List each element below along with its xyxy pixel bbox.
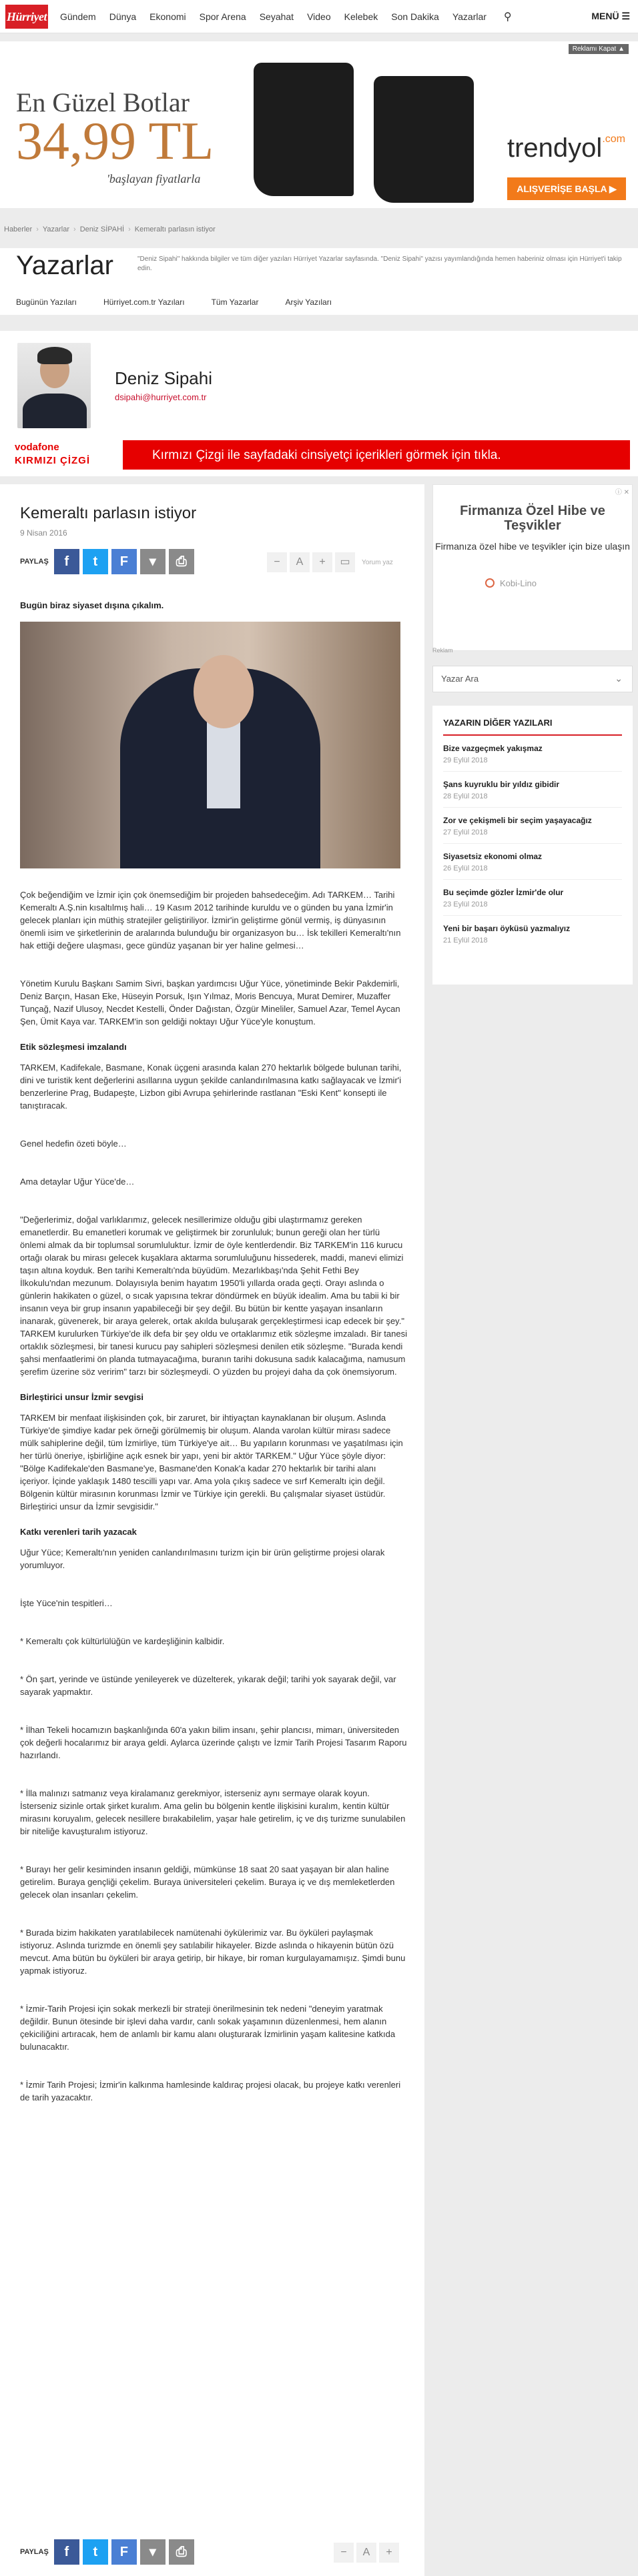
boot-image <box>374 76 474 203</box>
breadcrumb-item[interactable]: Yazarlar <box>42 225 70 233</box>
paragraph: TARKEM, Kadifekale, Basmane, Konak üçgeni arasında kalan 270 hektarlık bölgede bulunan tarihi, dini ve turistik kent değerlerini asıllarına uygun şekilde canlandırılmasına katkı sağlayacak ve İzmir'i benzerlerine Prag, Budapeşte, Lizbon gibi Avrupa şehirlerinde rastlanan "Eski Kent" konsepti ile tanıştıracak. <box>20 1063 402 1111</box>
paragraph: * Kemeraltı çok kültürlülüğün ve kardeşliğinin kalbidir. <box>20 1636 225 1646</box>
paragraph: * Ön şart, yerinde ve üstünde yenileyerek ve düzelterek, yıkarak değil; tarihi yok sayarak değil, var sayarak yapmaktır. <box>20 1674 396 1697</box>
vodafone-banner[interactable] <box>9 440 630 470</box>
post-title[interactable]: Şans kuyruklu bir yıldız gibidir <box>443 780 560 789</box>
paragraph: Yönetim Kurulu Başkanı Samim Sivri, başkan yardımcısı Uğur Yüce, yönetiminde Bekir Pakdemirli, Deniz Barçın, Hasan Eke, Hüseyin Porsuk, Işın Yılmaz, Moris Bencuya, Murat Demirer, Muzaffer Tunçağ, Nazif Ulusoy, Necdet Kestelli, Önder Dağıstan, Özgür Mineliler, Samuel Azar, Temel Aycan Şen, Ümit Kaya var. TARKEM'in son geldiği noktayı Uğur Yüce'yle konuştum. <box>20 979 400 1027</box>
article <box>0 484 424 2576</box>
post-date: 29 Eylül 2018 <box>443 756 488 764</box>
facebook-share-button[interactable]: f <box>54 2539 79 2565</box>
comment-icon[interactable]: ▭ <box>335 552 355 572</box>
subheading: Katkı verenleri tarih yazacak <box>20 1527 137 1537</box>
ad-banner[interactable] <box>0 41 638 208</box>
share-bar-bottom <box>20 2539 198 2565</box>
paragraph: * İlhan Tekeli hocamızın başkanlığında 60'a yakın bilim insanı, şehir plancısı, mimarı, üniversiteden çok değerli hocalarımız bir araya geldi. Aylarca üzerinde çalıştı ve İzmir Tarih Projesi Tasarım Raporu hazırlandı. <box>20 1725 407 1760</box>
nav-item-video[interactable]: Video <box>307 11 331 22</box>
article-body <box>20 888 407 2116</box>
nav-item-ekonomi[interactable]: Ekonomi <box>149 11 186 22</box>
top-navigation <box>0 0 638 33</box>
ad-label: Reklam <box>432 647 453 654</box>
font-size-icon: A <box>290 552 310 572</box>
flipboard-share-button[interactable]: F <box>111 549 137 574</box>
post-date: 28 Eylül 2018 <box>443 792 488 800</box>
tab-arsiv-yazilari[interactable]: Arşiv Yazıları <box>285 297 332 307</box>
list-item[interactable] <box>443 736 622 772</box>
font-size-icon: A <box>356 2543 376 2563</box>
sidebar-ad-title: Firmanıza Özel Hibe ve Teşvikler <box>460 504 605 533</box>
photo-person-shirt <box>207 722 240 808</box>
author-photo[interactable] <box>17 343 91 428</box>
share-label: PAYLAŞ <box>20 558 49 566</box>
list-item[interactable] <box>443 772 622 808</box>
sidebar-ad[interactable] <box>432 484 633 651</box>
article-photo <box>20 622 400 868</box>
breadcrumb <box>4 225 220 233</box>
nav-item-son-dakika[interactable]: Son Dakika <box>391 11 439 22</box>
ad-brand <box>507 133 625 163</box>
author-photo-suit <box>23 394 87 428</box>
ad-brand-suffix: .com <box>602 133 625 145</box>
breadcrumb-item: Kemeraltı parlasın istiyor <box>134 225 216 233</box>
paragraph: İşte Yüce'nin tespitleri… <box>20 1598 113 1608</box>
paragraph: Ama detaylar Uğur Yüce'de… <box>20 1177 135 1187</box>
list-item[interactable] <box>443 916 622 951</box>
section-description: "Deniz Sipahi" hakkında bilgiler ve tüm diğer yazıları Hürriyet Yazarlar sayfasında. "Deniz Sipahi" yazısı yayımlandığında hemen haberiniz olması için Hürriyet'i takip edin. <box>137 255 622 272</box>
article-date: 9 Nisan 2016 <box>20 528 67 538</box>
paragraph: * İzmir-Tarih Projesi için sokak merkezli bir strateji önerilmesinin tek nedeni "deneyim yaratmak değildir. Bunun ötesinde bir işlevi daha vardır, canlı sokak yaşamının düzenlenmesi, hem alanın çekiciliğini artıracak, hem de anlamlı bir kamu alanı oluşturarak İzmirlinin yaşam kalitesine katkıda bulunacaktır. <box>20 2004 396 2052</box>
boot-image <box>254 63 354 196</box>
sidebar-ad-description: Firmanıza özel hibe ve teşvikler için bize ulaşın <box>435 541 630 552</box>
post-date: 21 Eylül 2018 <box>443 936 488 944</box>
increase-font-button[interactable]: + <box>379 2543 399 2563</box>
flipboard-share-button[interactable]: F <box>111 2539 137 2565</box>
paragraph: "Değerlerimiz, doğal varlıklarımız, gelecek nesillerimize olduğu gibi ulaştırmamız gereken emanetlerdir. Bu emanetleri korumak ve geliştirmek bir zorunluluk; bunun gereği olan her türlü önlemi almak da bir toplumsal sorumluluktur. İzmir de öyle kentlerdendir. Biz TARKEM'in 116 kurucu ortağı olarak bu mirası gelecek kuşaklara aktarma sorumluluğunu hissederek, maddi, manevi elimizi taşın altına koyduk. Ben tarihi Kemeraltı'nda büyüdüm. Mezarlıkbaşı'nda Şehit Fethi Bey İlkokulu'ndan mezunum. Dolayısıyla benim hayatım 1950'li yıllarda orada geçti. Orayı aslında o günlerin hakikaten o güzel, o sıcak yapısına tekrar döndürmek en büyük idealim. Ama bu tabii ki bir insanın veya bir grup insanın yapabileceği bir şey değil. Bu bütün bir kentte yaşayan insanların inanarak, güvenerek, bir araya gelerek, ortak akılda buluşarak gerçekleştirmesi icap edecek bir şey." TARKEM kurulurken Türkiye'de ilk defa bir şey oldu ve ortaklarımız etik sözleşme imzaladı. Bir tanesi ortaklık sözleşmesi, bir tanesi kurucu pay sahipleri sözleşmesi denilen etik sözleşme. "Burada kendi şahsi menfaatlerimi ön planda tutmayacağıma, buranın tarihi dokusuna sadık kalacağıma, namusum şerefim üzerine söz veririm" tarzı bir sözleşmeydi. O yüzden bu projeyi daha da çok önemsiyorum. <box>20 1215 407 1377</box>
subheading: Birleştirici unsur İzmir sevgisi <box>20 1392 143 1402</box>
ad-brand-name: trendyol <box>507 133 603 163</box>
chevron-down-icon: ⌄ <box>615 673 623 684</box>
paragraph: * İlla malınızı satmanız veya kiralamanız gerekmiyor, isterseniz aynı sermaye olarak koyun. İsterseniz sizinle ortak şirket kuralım. Ama gelin bu bölgenin kentle ilişkisini kuralım, kentin kültür mirasını koruyalım, gelecek nesillere bırakabilelim, yaşar hale getirelim, iç ve dış turizme sunulabilen bir niteliğe kavuşturalım istiyoruz. <box>20 1788 406 1836</box>
nav-items <box>60 11 500 22</box>
print-icon[interactable]: ▾ <box>140 2539 166 2565</box>
ad-title: En Güzel Botlar <box>16 87 190 117</box>
print-button[interactable]: ⎙ <box>169 549 194 574</box>
author-email[interactable]: dsipahi@hurriyet.com.tr <box>115 392 207 402</box>
text-tools <box>267 552 393 572</box>
share-label: PAYLAŞ <box>20 2548 49 2556</box>
nav-item-gundem[interactable]: Gündem <box>60 11 96 22</box>
text-tools-bottom <box>334 2543 402 2563</box>
comment-label[interactable]: Yorum yaz <box>362 558 393 566</box>
ad-cta-button[interactable]: ALIŞVERİŞE BAŞLA ▶ <box>507 177 626 200</box>
author-name[interactable]: Deniz Sipahi <box>115 368 212 388</box>
post-title[interactable]: Bize vazgeçmek yakışmaz <box>443 744 543 753</box>
paragraph: * Burada bizim hakikaten yaratılabilecek namütenahi öykülerimiz var. Bu öyküleri paylaşmak istiyoruz. Aslında turizmde en önemli şey satılabilir hikayeler. Bizde aslında o hikayenin bütün özü mevcut. Ama bütün bu öyküleri bir araya getirip, bir hikaye, bir roman kurgulayamamışız. Şimdi bunu yapmak istiyoruz. <box>20 1928 406 1976</box>
post-date: 23 Eylül 2018 <box>443 900 488 908</box>
post-title[interactable]: Yeni bir başarı öyküsü yazmalıyız <box>443 924 571 933</box>
print-button[interactable]: ⎙ <box>169 2539 194 2565</box>
paragraph: * İzmir Tarih Projesi; İzmir'in kalkınma hamlesinde kaldıraç projesi olacak, bu projeye katkı verenleri de tarih yazacaktır. <box>20 2080 401 2102</box>
list-item[interactable] <box>443 808 622 844</box>
author-photo-hair <box>37 347 72 364</box>
menu-button[interactable]: MENÜ ☰ <box>591 11 630 21</box>
author-search-select[interactable] <box>432 666 633 692</box>
paragraph: Genel hedefin özeti böyle… <box>20 1139 127 1149</box>
nav-item-dunya[interactable]: Dünya <box>109 11 137 22</box>
author-box <box>0 331 638 476</box>
other-posts-title: YAZARIN DİĞER YAZILARI <box>443 718 622 736</box>
author-search-label: Yazar Ara <box>441 674 479 684</box>
list-item[interactable] <box>443 844 622 880</box>
list-item[interactable] <box>443 880 622 916</box>
ad-price: 34,99 TL <box>16 112 214 171</box>
ad-info-icon[interactable]: ⓘ ✕ <box>615 489 629 496</box>
vodafone-text: Kırmızı Çizgi ile sayfadaki cinsiyetçi içerikleri görmek için tıkla. <box>152 448 501 462</box>
breadcrumb-separator: › <box>36 225 39 233</box>
nav-item-spor-arena[interactable]: Spor Arena <box>199 11 246 22</box>
tab-bugunun-yazilari[interactable]: Bugünün Yazıları <box>16 297 77 307</box>
paragraph: TARKEM bir menfaat ilişkisinden çok, bir zaruret, bir ihtiyaçtan kaynaklanan bir oluşum. Aslında Türkiye'de şimdiye kadar pek örneği görülmemiş bir oluşum. Alanda varolan kültür mirası sadece mülk sahiplerine değil, tüm İzmirliye, tüm Türkiye'ye ait… Bu yapıların korunması ve yaşatılması için her türlü öneriye, işbirliğine açık esnek bir yapı, yeni bir aktör TARKEM." Uğur Yüce şöyle diyor: "Bölge Kadifekale'den Basmane'ye, Basmane'den Konak'a kadar 270 hektarlık bir tarihi alanı içeriyor. İçinde yaklaşık 1480 tescilli yapı var. Ama yola çıkış sadece ve sırf Kemeraltı için değil. Bölgenin kültür mirasının korunması İzmir ve Türkiye için gerekli. Bu çalışmalar siyaset üstüdür. Birleştirici unsur da İzmir sevgisidir." <box>20 1413 403 1511</box>
facebook-share-button[interactable]: f <box>54 549 79 574</box>
breadcrumb-item[interactable]: Deniz SİPAHİ <box>79 225 125 233</box>
subheading: Etik sözleşmesi imzalandı <box>20 1042 127 1052</box>
advertiser-icon <box>485 578 495 588</box>
twitter-share-button[interactable]: t <box>83 549 108 574</box>
post-title[interactable]: Zor ve çekişmeli bir seçim yaşayacağız <box>443 816 592 825</box>
increase-font-button[interactable]: + <box>312 552 332 572</box>
paragraph: Uğur Yüce; Kemeraltı'nın yeniden canlandırılmasını turizm için bir ürün geliştirme projesi olarak yorumluyor. <box>20 1547 385 1570</box>
post-title[interactable]: Siyasetsiz ekonomi olmaz <box>443 852 543 861</box>
vodafone-logo-bottom: KIRMIZI ÇİZGİ <box>15 455 90 466</box>
breadcrumb-separator: › <box>73 225 76 233</box>
vodafone-logo-top: vodafone <box>15 442 59 453</box>
photo-person-face <box>194 655 254 728</box>
print-icon[interactable]: ▾ <box>140 549 166 574</box>
hurriyet-logo[interactable]: Hürriyet <box>5 5 48 29</box>
nav-item-yazarlar[interactable]: Yazarlar <box>452 11 487 22</box>
share-bar <box>20 548 198 575</box>
breadcrumb-item[interactable]: Haberler <box>4 225 33 233</box>
article-title: Kemeraltı parlasın istiyor <box>20 504 197 522</box>
tab-tum-yazarlar[interactable]: Tüm Yazarlar <box>211 297 259 307</box>
other-posts <box>432 706 633 985</box>
nav-item-kelebek[interactable]: Kelebek <box>344 11 378 22</box>
decrease-font-button[interactable]: − <box>267 552 287 572</box>
paragraph: * Burayı her gelir kesiminden insanın geldiği, mümkünse 18 saat 20 saat yaşayan bir alan haline getirelim. Buraya gençliği çekelim. Buraya üniversiteleri çekelim. Buraya iç ve dış memleketlerden gelecek olan insanları çekelim. <box>20 1864 395 1900</box>
post-title[interactable]: Bu seçimde gözler İzmir'de olur <box>443 888 564 897</box>
vodafone-logo <box>9 440 123 470</box>
post-date: 27 Eylül 2018 <box>443 828 488 836</box>
yazarlar-tabs <box>16 297 358 307</box>
ad-close-button[interactable]: Reklamı Kapat ▲ <box>569 44 629 54</box>
article-lead: Bugün biraz siyaset dışına çıkalım. <box>20 600 164 610</box>
breadcrumb-separator: › <box>128 225 131 233</box>
decrease-font-button[interactable]: − <box>334 2543 354 2563</box>
ad-subtitle: 'başlayan fiyatlarla <box>107 172 201 185</box>
nav-item-seyahat[interactable]: Seyahat <box>259 11 294 22</box>
paragraph: Çok beğendiğim ve İzmir için çok önemsediğim bir projeden bahsedeceğim. Adı TARKEM… Tarihi Kemeraltı A.Ş.nin kısaltılmış hali… 19 Kasım 2012 tarihinde kuruldu ve o günden bu yana İzmir'in gelecek planları için müthiş stratejiler geliştiriliyor. İzmir'in geliştirme gönül vermiş, iş dünyasının önemli isim ve şirketlerinin de aralarında bulunduğu bir organizasyon bu… İsk tekilleri Kemeraltı'nın hak ettiği değere ulaşması, gece gündüz yaşanan bir yer haline gelmesi… <box>20 890 401 950</box>
yazarlar-header <box>0 248 638 315</box>
advertiser-name: Kobi-Lino <box>500 578 537 588</box>
section-title: Yazarlar <box>16 251 113 280</box>
tab-hurriyet-yazilari[interactable]: Hürriyet.com.tr Yazıları <box>103 297 185 307</box>
twitter-share-button[interactable]: t <box>83 2539 108 2565</box>
search-icon[interactable]: ⚲ <box>503 11 512 23</box>
post-date: 26 Eylül 2018 <box>443 864 488 872</box>
